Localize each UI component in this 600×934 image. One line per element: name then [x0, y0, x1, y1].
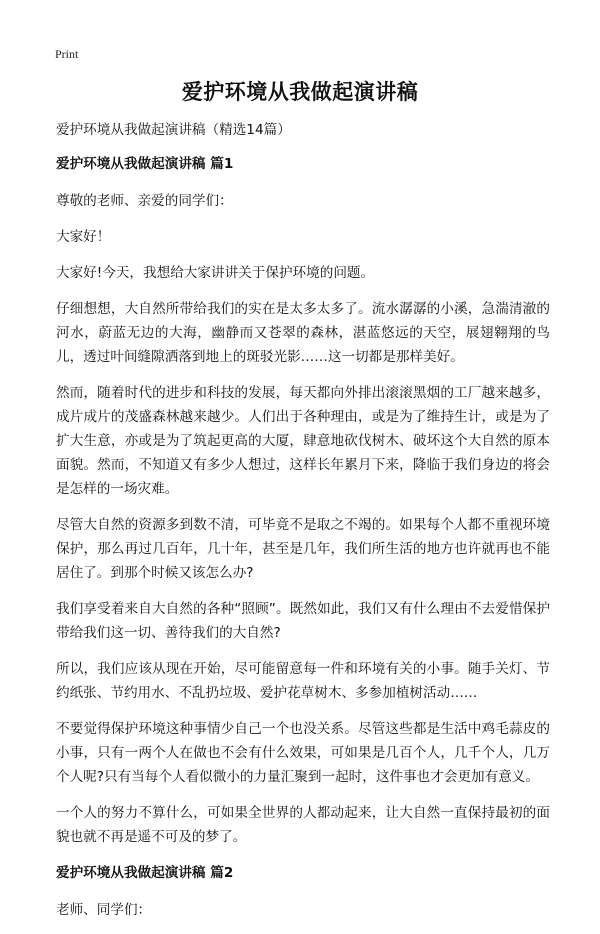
section-1-paragraph-5: 我们享受着来自大自然的各种“照顾”。既然如此，我们又有什么理由不去爱惜保护带给我们这一切、善待我们的大自然? [56, 601, 550, 641]
section-1-paragraph-4: 尽管大自然的资源多到数不清，可毕竟不是取之不竭的。如果每个人都不重视环境保护，那么再过几百年，几十年，甚至是几年，我们所生活的地方也许就再也不能居住了。到那个时候又该怎么办? [56, 517, 550, 581]
section-1-paragraph-2: 仔细想想，大自然所带给我们的实在是太多太多了。流水潺潺的小溪，急湍清澈的河水，蔚蓝无边的大海，幽静而又苍翠的森林，湛蓝悠远的天空，展翅翱翔的鸟儿，透过叶间缝隙洒落到地上的斑驳光影……这一切都是那样美好。 [56, 301, 550, 365]
document-body [56, 118, 550, 934]
section-heading-2: 爱护环境从我做起演讲稿 篇2 [56, 865, 234, 881]
section-1-paragraph-7: 不要觉得保护环境这种事情少自己一个也没关系。尽管这些都是生活中鸡毛蒜皮的小事，只有一两个人在做也不会有什么效果，可如果是几百个人，几千个人，几万个人呢?只有当每个人看似微小的力量汇聚到一起时，这件事也才会更加有意义。 [56, 721, 550, 785]
section-1-hello: 大家好！ [56, 229, 111, 245]
page-title: 爱护环境从我做起演讲稿 [181, 80, 419, 104]
section-1-paragraph-3: 然而，随着时代的进步和科技的发展，每天都向外排出滚滚黑烟的工厂越来越多，成片成片的茂盛森林越来越少。人们出于各种理由，或是为了维持生计，或是为了扩大生意，亦或是为了筑起更高的大厦，肆意地砍伐树木、破坏这个大自然的原本面貌。然而，不知道又有多少人想过，这样长年累月下来，降临于我们身边的将会是怎样的一场灾难。 [56, 385, 550, 497]
section-2-greeting: 老师、同学们： [56, 902, 152, 918]
section-heading-1: 爱护环境从我做起演讲稿 篇1 [56, 156, 234, 172]
section-1-paragraph-6: 所以，我们应该从现在开始，尽可能留意每一件和环境有关的小事。随手关灯、节约纸张、节约用水、不乱扔垃圾、爱护花草树木、多参加植树活动…… [56, 661, 550, 701]
section-1-paragraph-1: 大家好!今天，我想给大家讲讲关于保护环境的问题。 [56, 265, 375, 281]
section-1-paragraph-8: 一个人的努力不算什么，可如果全世界的人都动起来，让大自然一直保持最初的面貌也就不再是遥不可及的梦了。 [56, 805, 550, 845]
section-1-greeting: 尊敬的老师、亲爱的同学们： [56, 193, 233, 209]
document-subtitle: 爱护环境从我做起演讲稿（精选14篇） [56, 122, 291, 138]
print-link[interactable]: Print [55, 47, 79, 61]
